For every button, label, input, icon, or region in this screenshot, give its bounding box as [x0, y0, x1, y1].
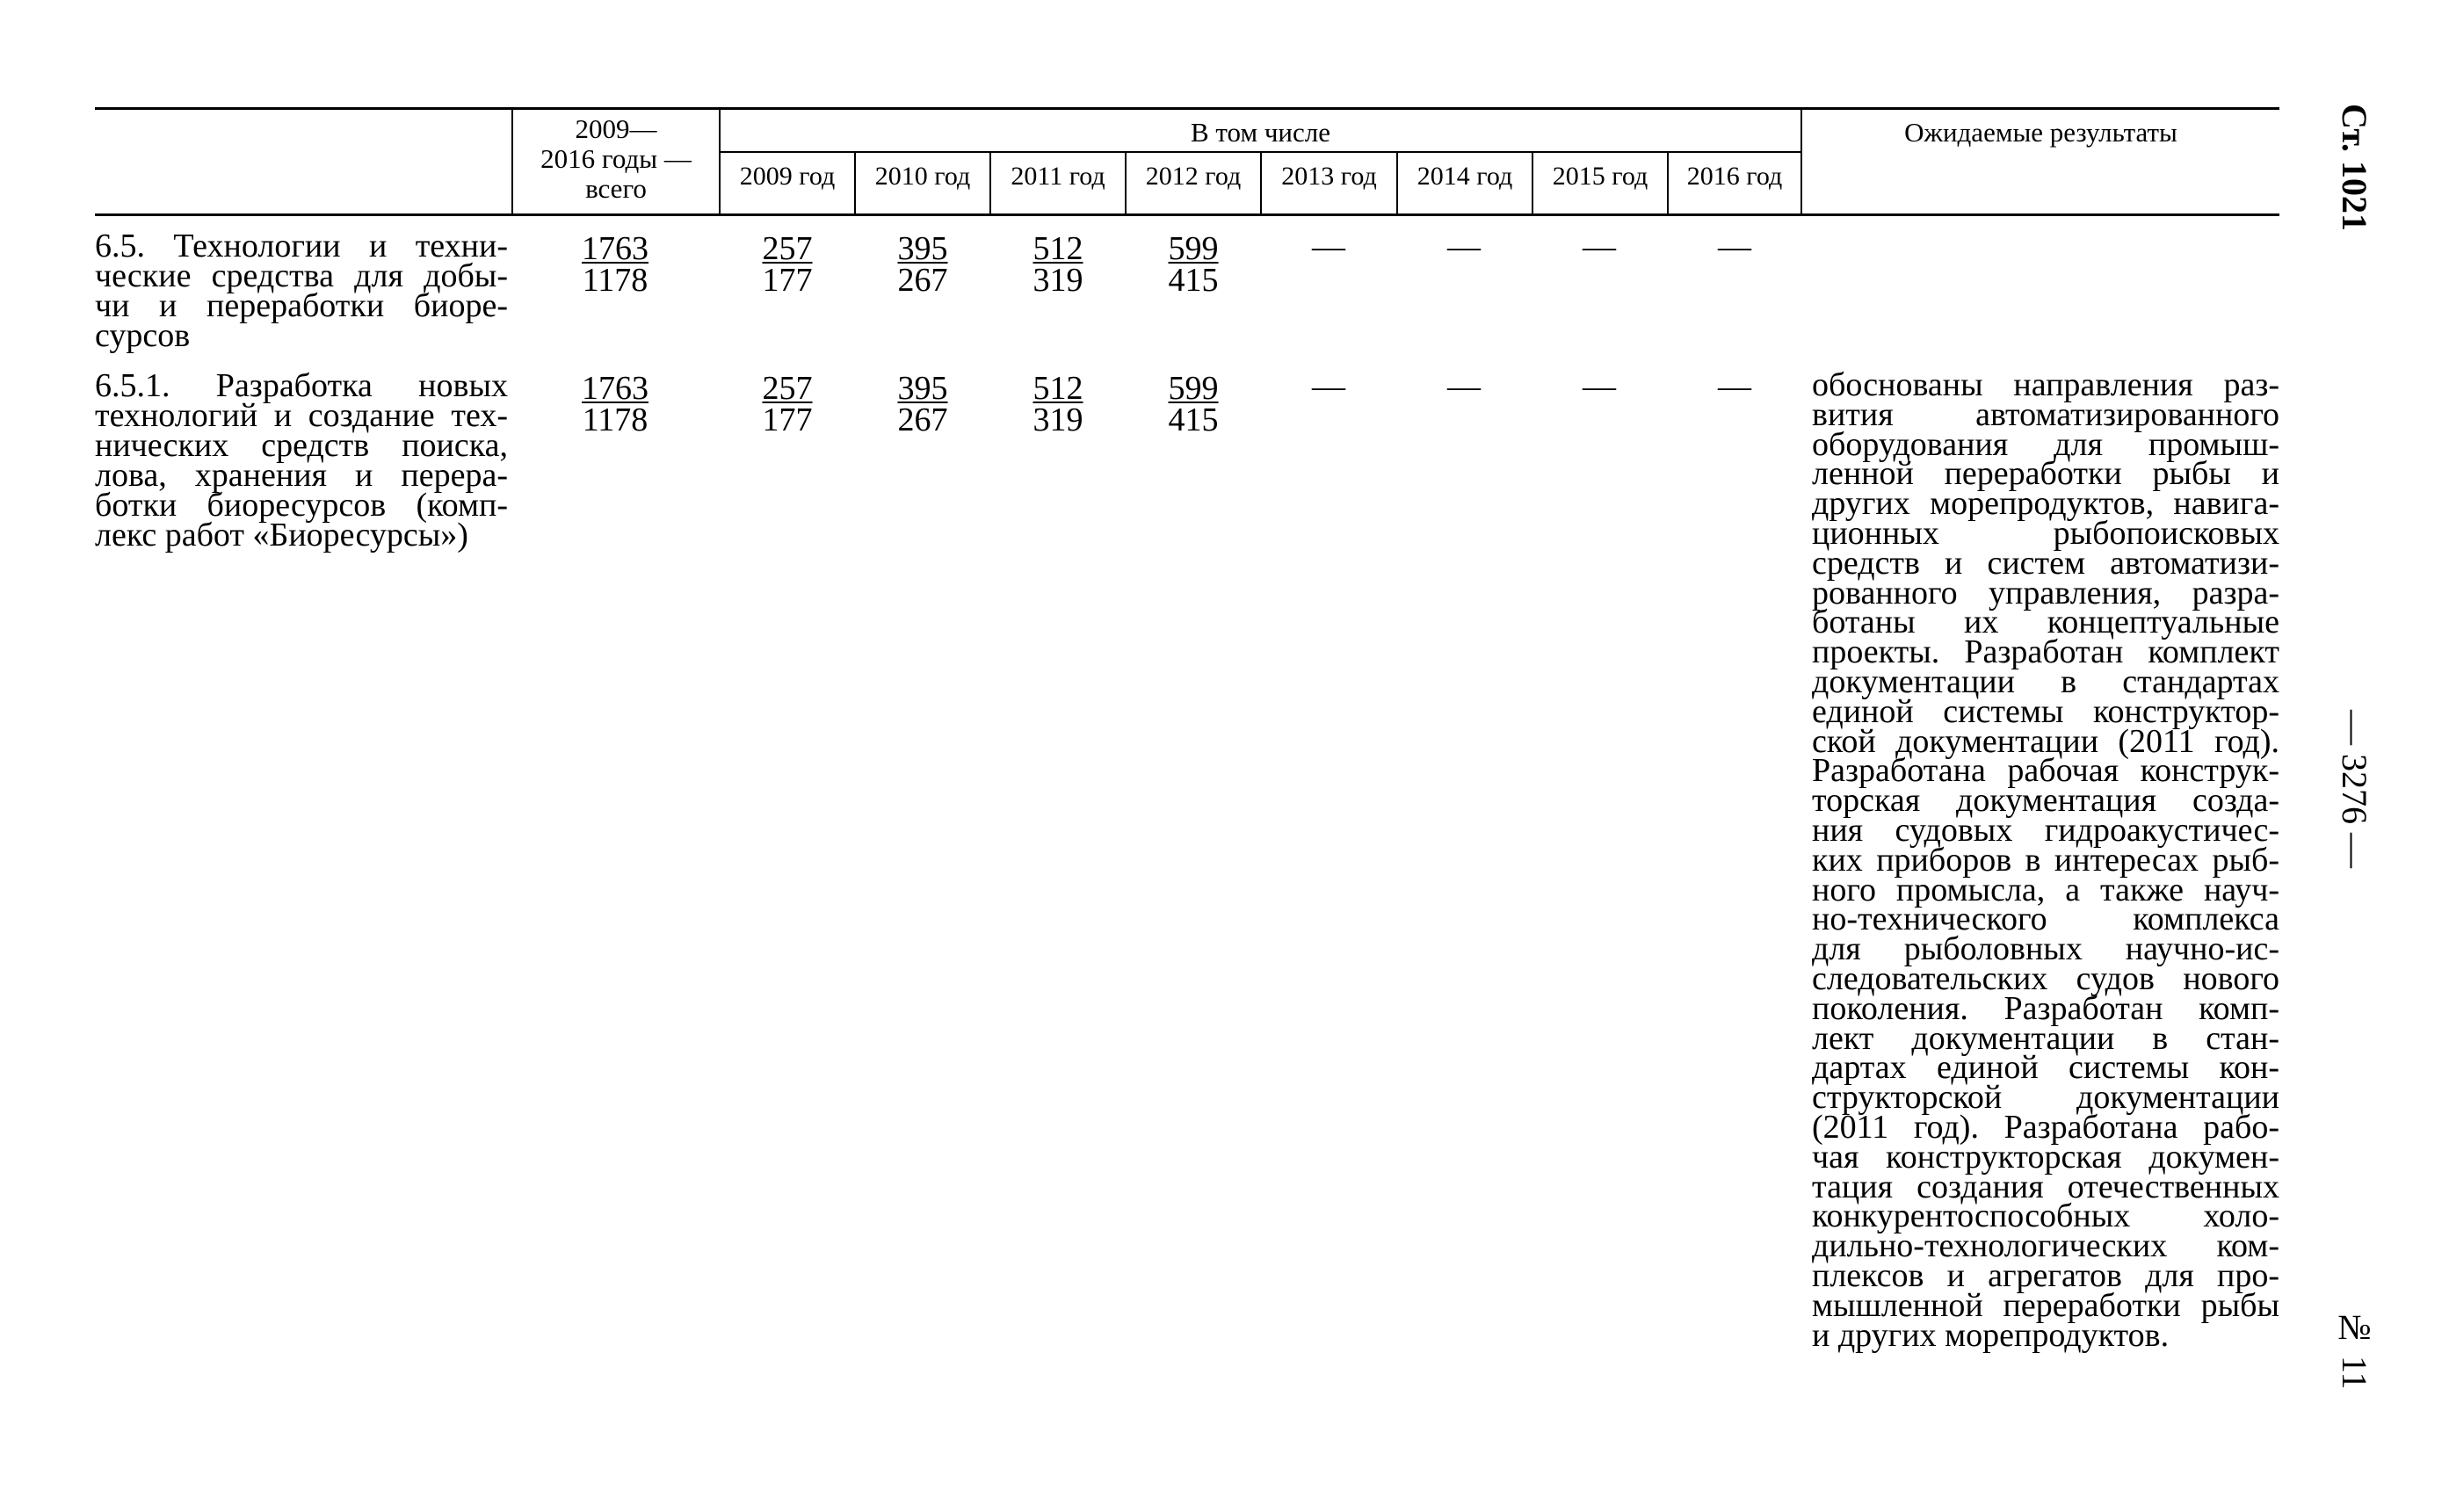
header-bottom-rule	[95, 213, 2279, 216]
header-year-2014: 2014 год	[1417, 162, 1513, 191]
row-6-5-2012: $\frac{599}{415}$	[1168, 230, 1219, 299]
row-6-5-total: $\frac{1763}{1178}$	[582, 230, 648, 299]
row-6-5-1-expected-results: обоснованы направления раз- вития автоматизированного оборудования для промыш- ленной переработки рыбы и других морепродуктов, навига- ционных рыбопоисковых средств и систем автоматизи- рованного управления, разра- ботаны их концептуальные проекты. Разработан комплект документации в стандартах единой системы конструктор- ской документации (2011 год). Разработана рабочая конструк- торская документация созда- ния судовых гидроакустичес- ких приборов в интересах рыб- ного промысла, а также науч- но-технического комплекса для рыболовных научно-ис- следовательских судов нового поколения. Разработан комп- лект документации в стан- дартах единой системы кон- структорской документации (2011 год). Разработана рабо- чая конструкторская докумен- тация создания отечественных конкурентоспособных холо- дильно-технологических ком- плексов и агрегатов для про- мышленной переработки рыбы и других морепродуктов.	[1812, 366, 2279, 1354]
row-6-5-2015-dash: —	[1583, 228, 1616, 265]
header-including: В том числе	[1190, 117, 1330, 148]
row-6-5-1-description: 6.5.1. Разработка новых технологий и создание тех- нических средств поиска, лова, хранения и перера- ботки биоресурсов (комп- лекс работ «Биоресурсы»)	[95, 367, 508, 553]
row-6-5-2011: $\frac{512}{319}$	[1032, 230, 1083, 299]
header-year-2010: 2010 год	[874, 162, 971, 191]
row-6-5-2016-dash: —	[1718, 228, 1751, 265]
margin-page-reference: Ст. 1021	[2335, 104, 2374, 231]
header-year-2011: 2011 год	[1011, 162, 1105, 191]
table-top-rule	[95, 107, 2279, 110]
row-6-5-1-2009: $\frac{257}{177}$	[762, 370, 813, 438]
row-6-5-1-2014-dash: —	[1447, 368, 1481, 405]
margin-issue-number: № 11	[2335, 1307, 2374, 1390]
margin-page-number: — 3276 —	[2335, 710, 2374, 868]
header-expected-results: Ожидаемые результаты	[1904, 117, 2177, 148]
row-6-5-2010: $\frac{395}{267}$	[897, 230, 948, 299]
header-year-2016: 2016 год	[1686, 162, 1783, 191]
header-year-2013: 2013 год	[1281, 162, 1377, 191]
row-6-5-2013-dash: —	[1312, 228, 1345, 265]
row-6-5-1-2010: $\frac{395}{267}$	[897, 370, 948, 438]
row-6-5-1-2011: $\frac{512}{319}$	[1032, 370, 1083, 438]
row-6-5-1-total: $\frac{1763}{1178}$	[582, 370, 648, 438]
row-6-5-1-2012: $\frac{599}{415}$	[1168, 370, 1219, 438]
header-year-2015: 2015 год	[1552, 162, 1648, 191]
header-year-2009: 2009 год	[739, 162, 836, 191]
row-6-5-description: 6.5. Технологии и техни- ческие средства для добы- чи и переработки биоре- сурсов	[95, 228, 508, 354]
header-total-col: 2009— 2016 годы — всего	[540, 113, 692, 204]
row-6-5-2014-dash: —	[1447, 228, 1481, 265]
row-6-5-1-2016-dash: —	[1718, 368, 1751, 405]
row-6-5-2009: $\frac{257}{177}$	[762, 230, 813, 299]
row-6-5-1-2013-dash: —	[1312, 368, 1345, 405]
header-year-2012: 2012 год	[1145, 162, 1242, 191]
row-6-5-1-2015-dash: —	[1583, 368, 1616, 405]
